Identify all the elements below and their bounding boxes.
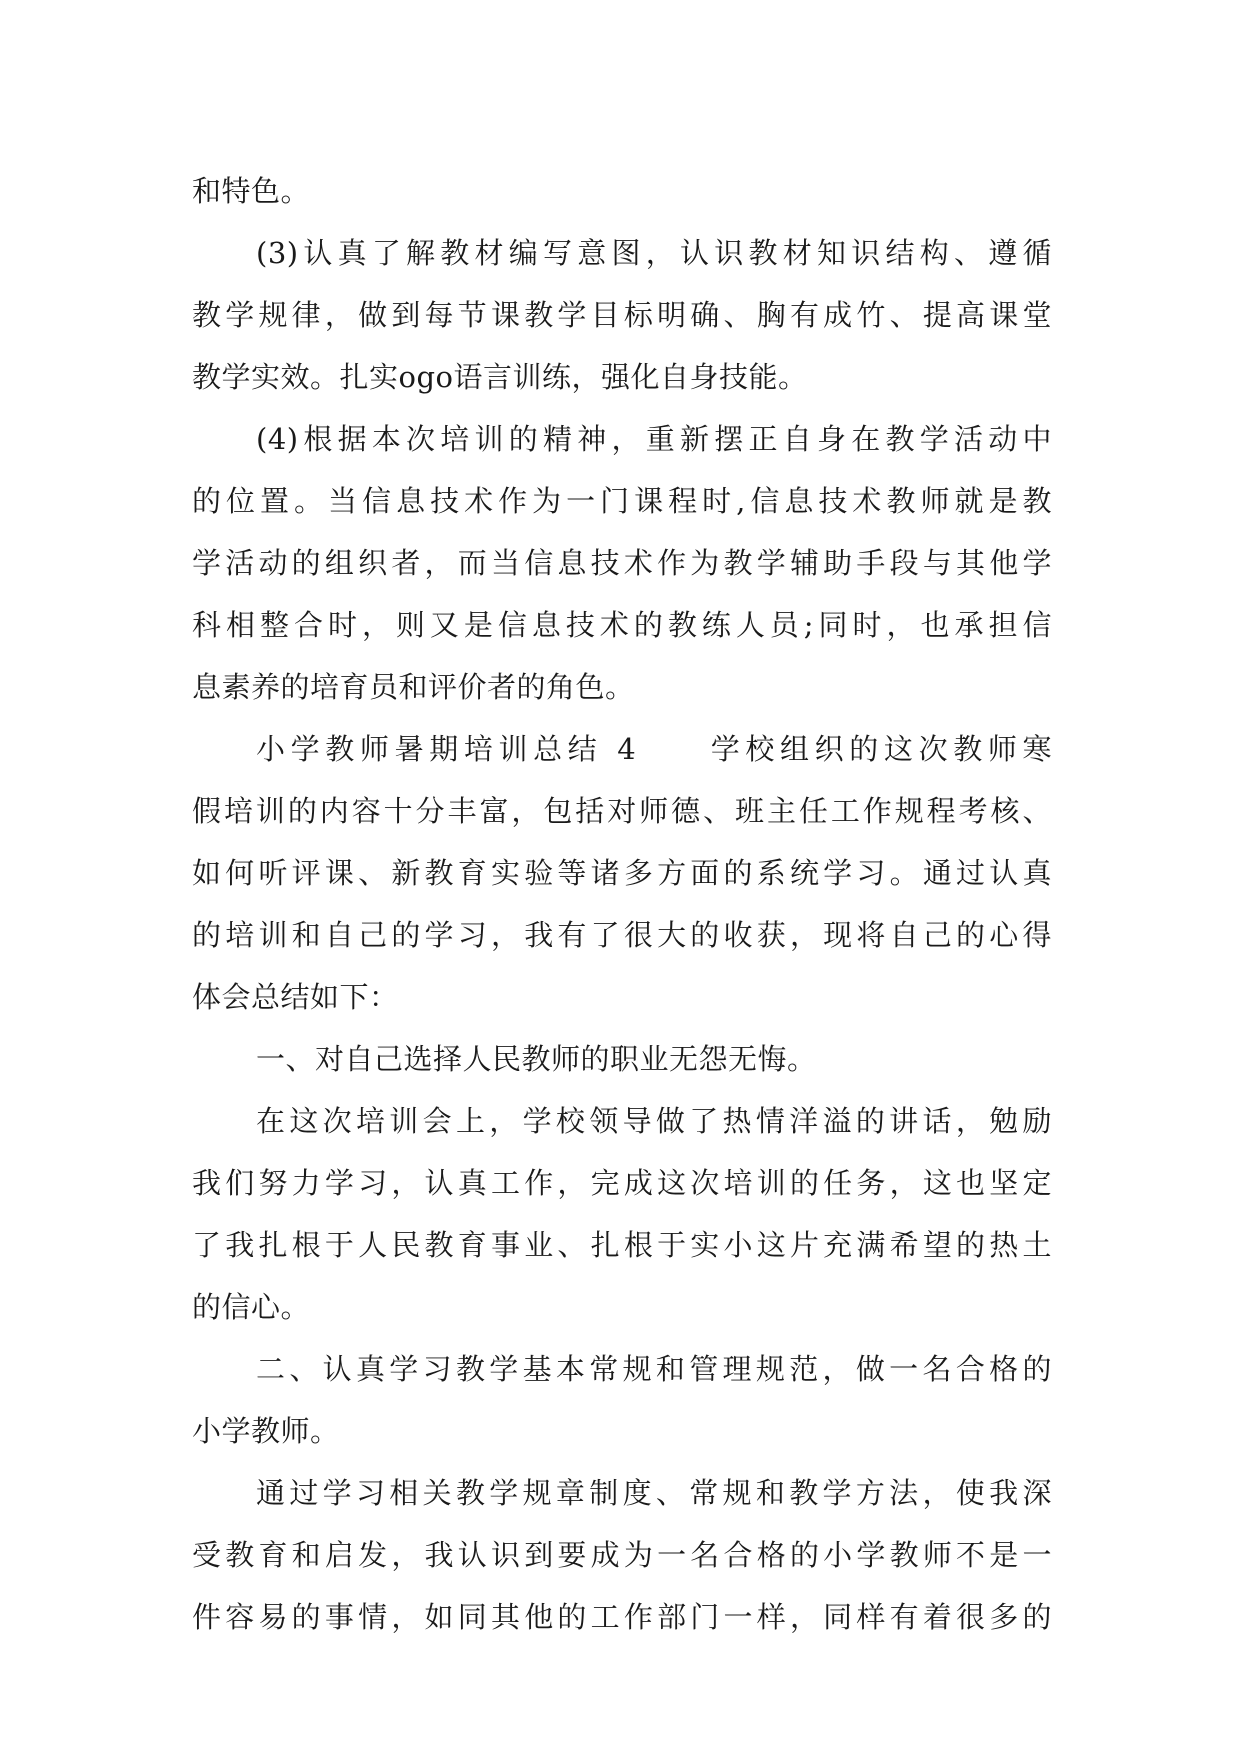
text-line: 的信心。 <box>192 1290 311 1324</box>
text-line: 教学规律，做到每节课教学目标明确、胸有成竹、提高课堂 <box>192 298 1052 332</box>
text-line: (4)根据本次培训的精神，重新摆正自身在教学活动中 <box>256 422 1052 456</box>
text-line: 假培训的内容十分丰富，包括对师德、班主任工作规程考核、 <box>192 794 1052 828</box>
text-line: 二、认真学习教学基本常规和管理规范，做一名合格的 <box>256 1352 1052 1386</box>
text-line: 体会总结如下： <box>192 980 399 1014</box>
text-line: 通过学习相关教学规章制度、常规和教学方法，使我深 <box>256 1476 1052 1510</box>
text-line: 的位置。当信息技术作为一门课程时,信息技术教师就是教 <box>192 484 1052 518</box>
text-line: 如何听评课、新教育实验等诸多方面的系统学习。通过认真 <box>192 856 1052 890</box>
text-line: 学活动的组织者，而当信息技术作为教学辅助手段与其他学 <box>192 546 1052 580</box>
text-line: 我们努力学习，认真工作，完成这次培训的任务，这也坚定 <box>192 1166 1052 1200</box>
text-line: 一、对自己选择人民教师的职业无怨无悔。 <box>256 1042 817 1076</box>
body-text <box>192 160 1052 1648</box>
text-line: 的培训和自己的学习，我有了很大的收获，现将自己的心得 <box>192 918 1052 952</box>
text-line: 小学教师。 <box>192 1414 340 1448</box>
section-heading-line: 小学教师暑期培训总结 4 学校组织的这次教师寒 <box>256 732 1052 766</box>
text-line: 了我扎根于人民教育事业、扎根于实小这片充满希望的热土 <box>192 1228 1052 1262</box>
text-line: (3)认真了解教材编写意图，认识教材知识结构、遵循 <box>256 236 1052 270</box>
text-line: 科相整合时，则又是信息技术的教练人员;同时，也承担信 <box>192 608 1052 642</box>
text-line: 和特色。 <box>192 174 311 208</box>
text-line: 件容易的事情，如同其他的工作部门一样，同样有着很多的 <box>192 1600 1052 1634</box>
text-line: 教学实效。扎实ogo语言训练，强化自身技能。 <box>192 360 808 394</box>
text-line: 受教育和启发，我认识到要成为一名合格的小学教师不是一 <box>192 1538 1052 1572</box>
text-line: 在这次培训会上，学校领导做了热情洋溢的讲话，勉励 <box>256 1104 1052 1138</box>
text-line: 息素养的培育员和评价者的角色。 <box>192 670 635 704</box>
